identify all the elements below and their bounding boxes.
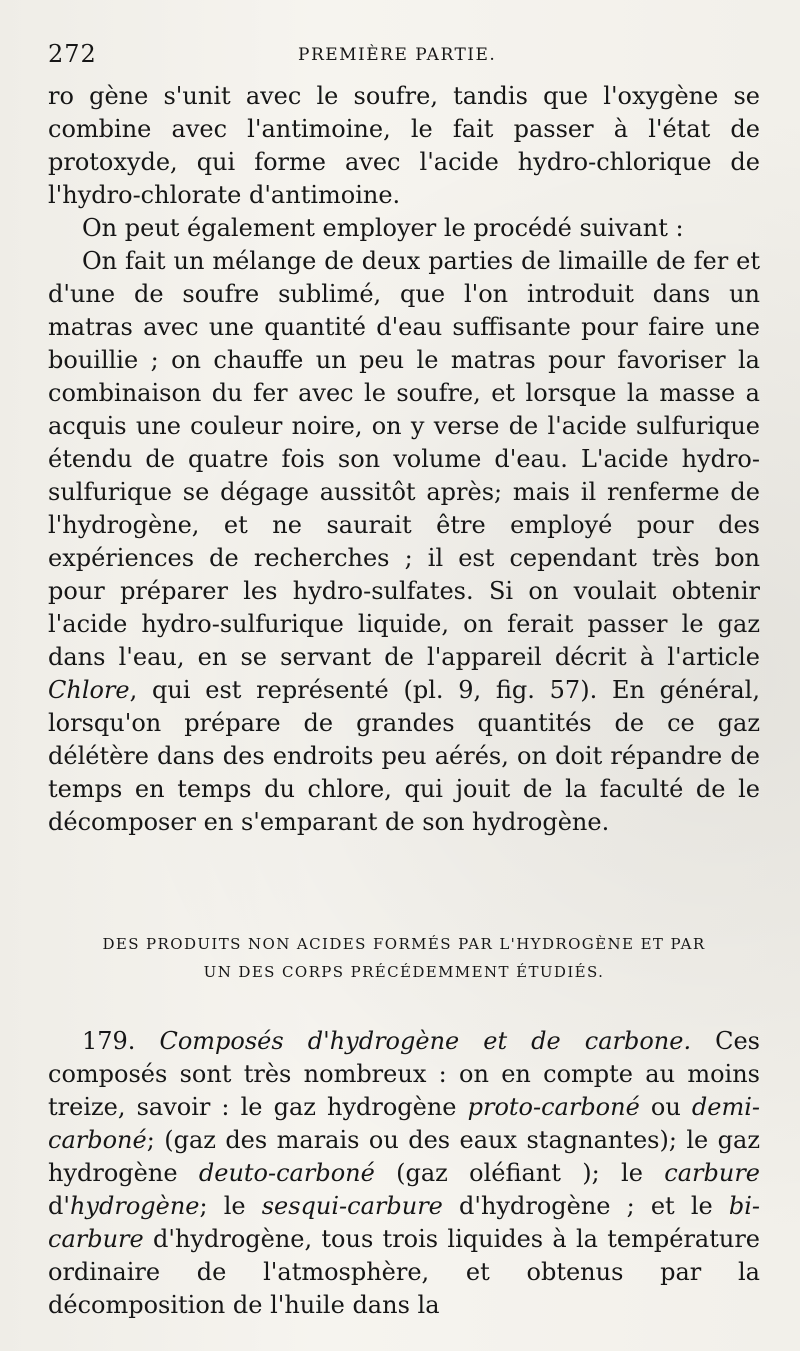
- paragraph-procedure-intro: On peut également employer le procédé suivant :: [82, 214, 684, 242]
- section-heading: [48, 930, 760, 986]
- article-italic-5: hydrogène: [69, 1192, 200, 1220]
- article-italic-4: carbure: [664, 1159, 760, 1187]
- paragraph-procedure: [48, 245, 760, 839]
- article-text-5: d': [48, 1192, 70, 1220]
- article-italic-2: demi-carboné: [48, 1093, 760, 1154]
- article-text-6: ; le: [199, 1192, 262, 1220]
- article-italic-7: bi-carbure: [48, 1192, 760, 1253]
- paragraph-procedure-italic: Chlore: [48, 676, 130, 704]
- article-text-1: Ces composés sont très nombreux : on en compte au moins treize, savoir : le gaz hydrogène: [48, 1027, 760, 1121]
- article-text-2: ou: [639, 1093, 692, 1121]
- article-italic-1: proto-carboné: [467, 1093, 640, 1121]
- page-header: [48, 40, 788, 74]
- page-number: 272: [48, 40, 97, 68]
- article-italic-6: sesqui-carbure: [261, 1192, 443, 1220]
- article-text-8: d'hydrogène, tous trois liquides à la température ordinaire de l'atmosphère, et obtenus par la décomposition de l'huile dans la: [48, 1225, 760, 1319]
- paragraph-procedure-text-1: On fait un mélange de deux parties de limaille de fer et d'une de soufre sublimé, que l'on introduit dans un matras avec une quantité d'eau suffisante pour faire une bouillie ; on chauffe un peu le matras pour favoriser la combinaison du fer avec le soufre, et lorsque la masse a acquis une couleur noire, on y verse de l'acide sulfurique étendu de quatre fois son volume d'eau. L'acide hydro-sulfurique se dégage aussitôt après; mais il renferme de l'hydrogène, et ne saurait être employé pour des expériences de recherches ; il est cependant très bon pour préparer les hydro-sulfates. Si on voulait obtenir l'acide hydro-sulfurique liquide, on ferait passer le gaz dans l'eau, en se servant de l'appareil décrit à l'article: [48, 247, 760, 671]
- article-179: [48, 1025, 760, 1322]
- article-text-7: d'hydrogène ; et le: [442, 1192, 729, 1220]
- main-text: [48, 80, 760, 839]
- running-head: PREMIÈRE PARTIE.: [298, 45, 497, 65]
- section-heading-line-1: DES PRODUITS NON ACIDES FORMÉS PAR L'HYDROGÈNE ET PAR: [102, 935, 706, 953]
- article-text-3: ; (gaz des marais ou des eaux stagnantes); le gaz hydrogène: [48, 1126, 760, 1187]
- article-179-paragraph: [48, 1025, 760, 1322]
- article-italic-3: deuto-carboné: [198, 1159, 375, 1187]
- section-heading-line-2: UN DES CORPS PRÉCÉDEMMENT ÉTUDIÉS.: [203, 963, 605, 981]
- paragraph-procedure-text-2: , qui est représenté (pl. 9, fig. 57). En général, lorsqu'on prépare de grandes quantités de ce gaz délétère dans des endroits peu aérés, on doit répandre de temps en temps du chlore, qui jouit de la faculté de le décomposer en s'emparant de son hydrogène.: [48, 676, 760, 836]
- article-number: 179.: [82, 1027, 136, 1055]
- article-text-4: (gaz oléfiant ); le: [374, 1159, 665, 1187]
- article-title: Composés d'hydrogène et de carbone.: [159, 1027, 692, 1055]
- paragraph-continuation: ro gène s'unit avec le soufre, tandis que l'oxygène se combine avec l'antimoine, le fait passer à l'état de protoxyde, qui forme avec l'acide hydro-chlorique de l'hydro-chlorate d'antimoine.: [48, 82, 760, 209]
